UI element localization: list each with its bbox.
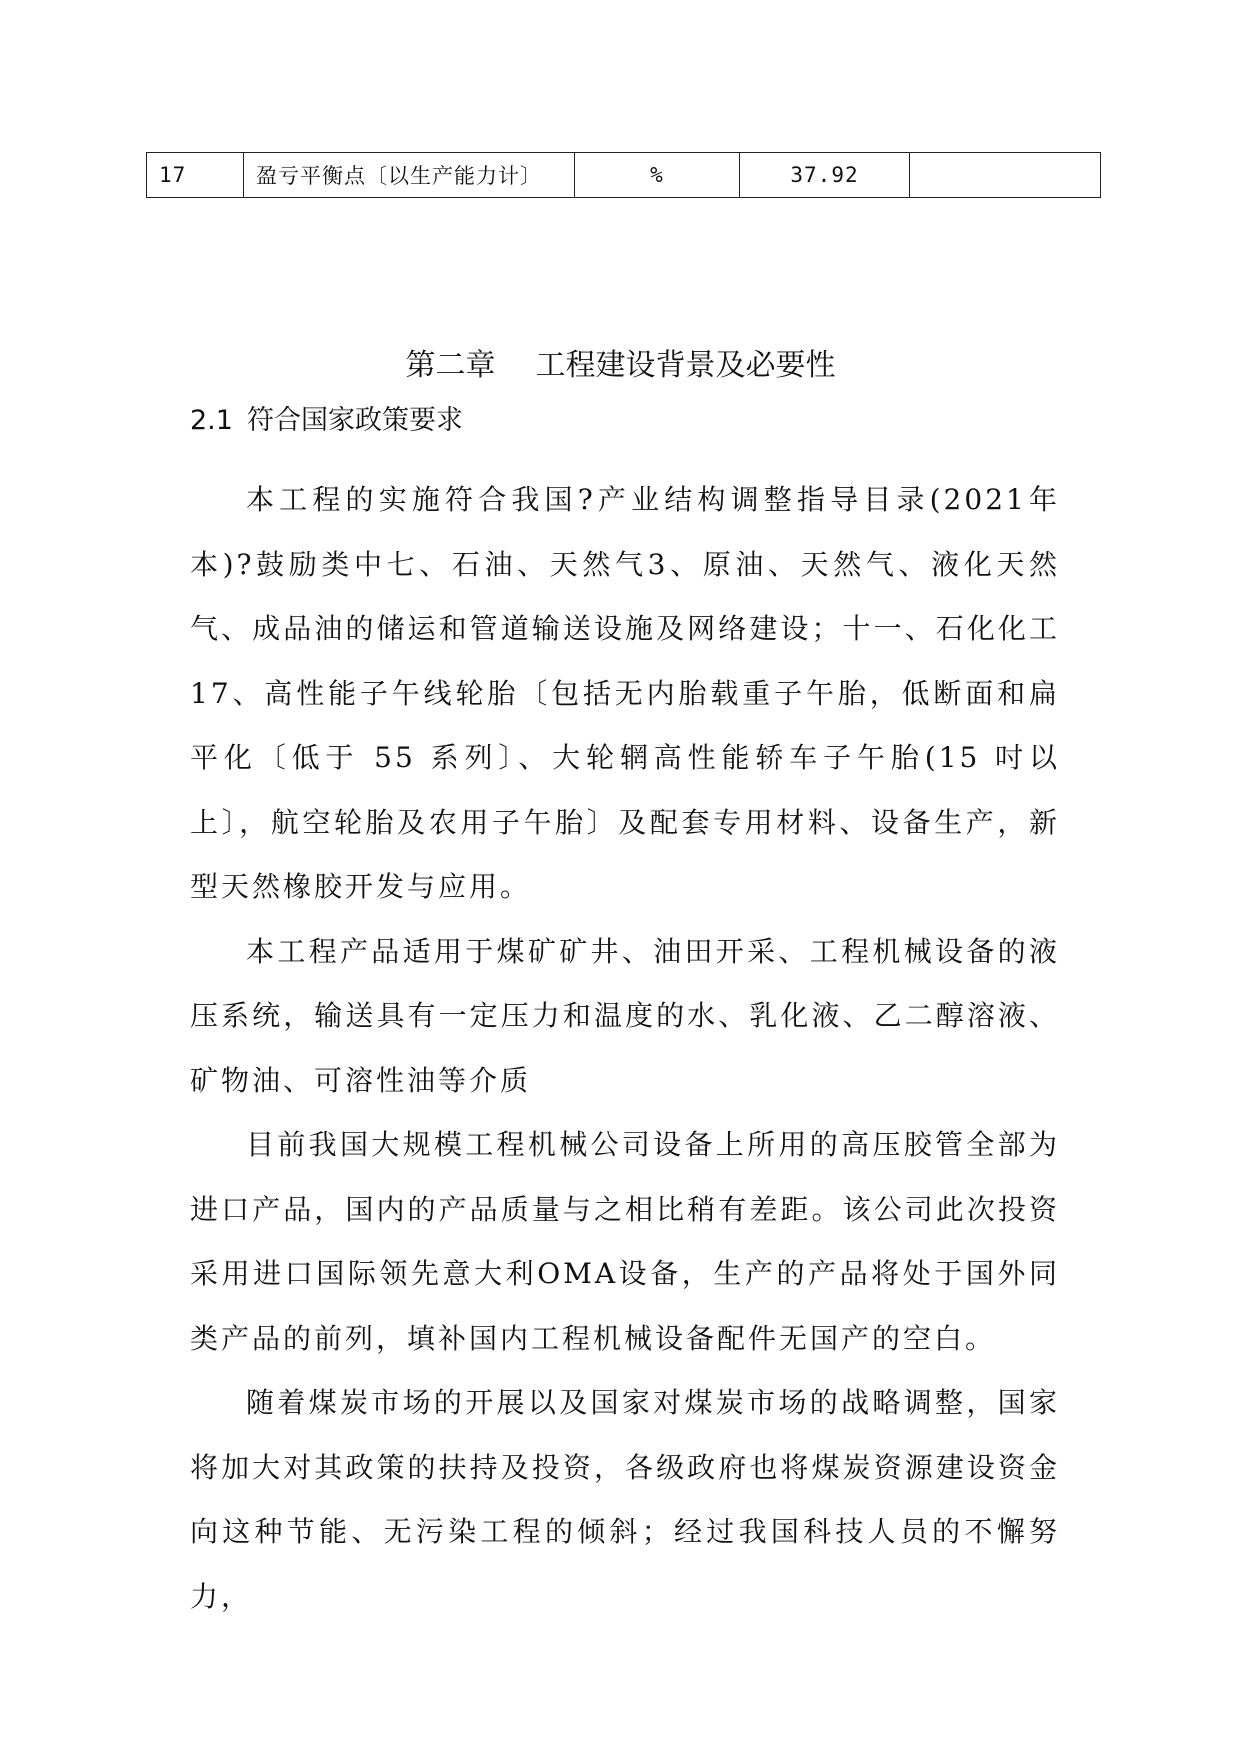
note-cell bbox=[910, 153, 1101, 198]
section-number: 2.1 bbox=[190, 405, 233, 436]
body-text bbox=[190, 468, 1060, 1629]
value-cell: 37.92 bbox=[740, 153, 910, 198]
chapter-label: 第二章 bbox=[405, 348, 496, 383]
table-row bbox=[147, 153, 1101, 198]
section-heading bbox=[190, 398, 463, 437]
paragraph: 本工程产品适用于煤矿矿井、油田开采、工程机械设备的液压系统，输送具有一定压力和温度的水、乳化液、乙二醇溶液、矿物油、可溶性油等介质 bbox=[190, 934, 1060, 1097]
section-title-text: 符合国家政策要求 bbox=[246, 405, 463, 436]
paragraph: 目前我国大规模工程机械公司设备上所用的高压胶管全部为进口产品，国内的产品质量与之相比稍有差距。该公司此次投资采用进口国际领先意大利OMA设备，生产的产品将处于国外同类产品的前列，填补国内工程机械设备配件无国产的空白。 bbox=[190, 1128, 1060, 1355]
indicator-table-container bbox=[146, 152, 1101, 198]
chapter-title-text: 工程建设背景及必要性 bbox=[535, 348, 836, 383]
paragraph: 本工程的实施符合我国?产业结构调整指导目录(2021年本)?鼓励类中七、石油、天然气3、原油、天然气、液化天然气、成品油的储运和管道输送设施及网络建设；十一、石化化工17、高性能子午线轮胎〔包括无内胎载重子午胎，低断面和扁平化〔低于 55 系列〕、大轮辋高性能轿车子午胎(15 吋以上〕，航空轮胎及农用子午胎〕及配套专用材料、设备生产，新型天然橡胶开发与应用。 bbox=[190, 483, 1060, 903]
indicator-name-cell: 盈亏平衡点〔以生产能力计〕 bbox=[244, 153, 575, 198]
indicator-table bbox=[146, 152, 1101, 198]
row-number-cell: 17 bbox=[147, 153, 244, 198]
chapter-heading bbox=[0, 340, 1241, 384]
unit-cell: % bbox=[575, 153, 740, 198]
paragraph: 随着煤炭市场的开展以及国家对煤炭市场的战略调整，国家将加大对其政策的扶持及投资，各级政府也将煤炭资源建设资金向这种节能、无污染工程的倾斜；经过我国科技人员的不懈努力， bbox=[190, 1386, 1060, 1613]
